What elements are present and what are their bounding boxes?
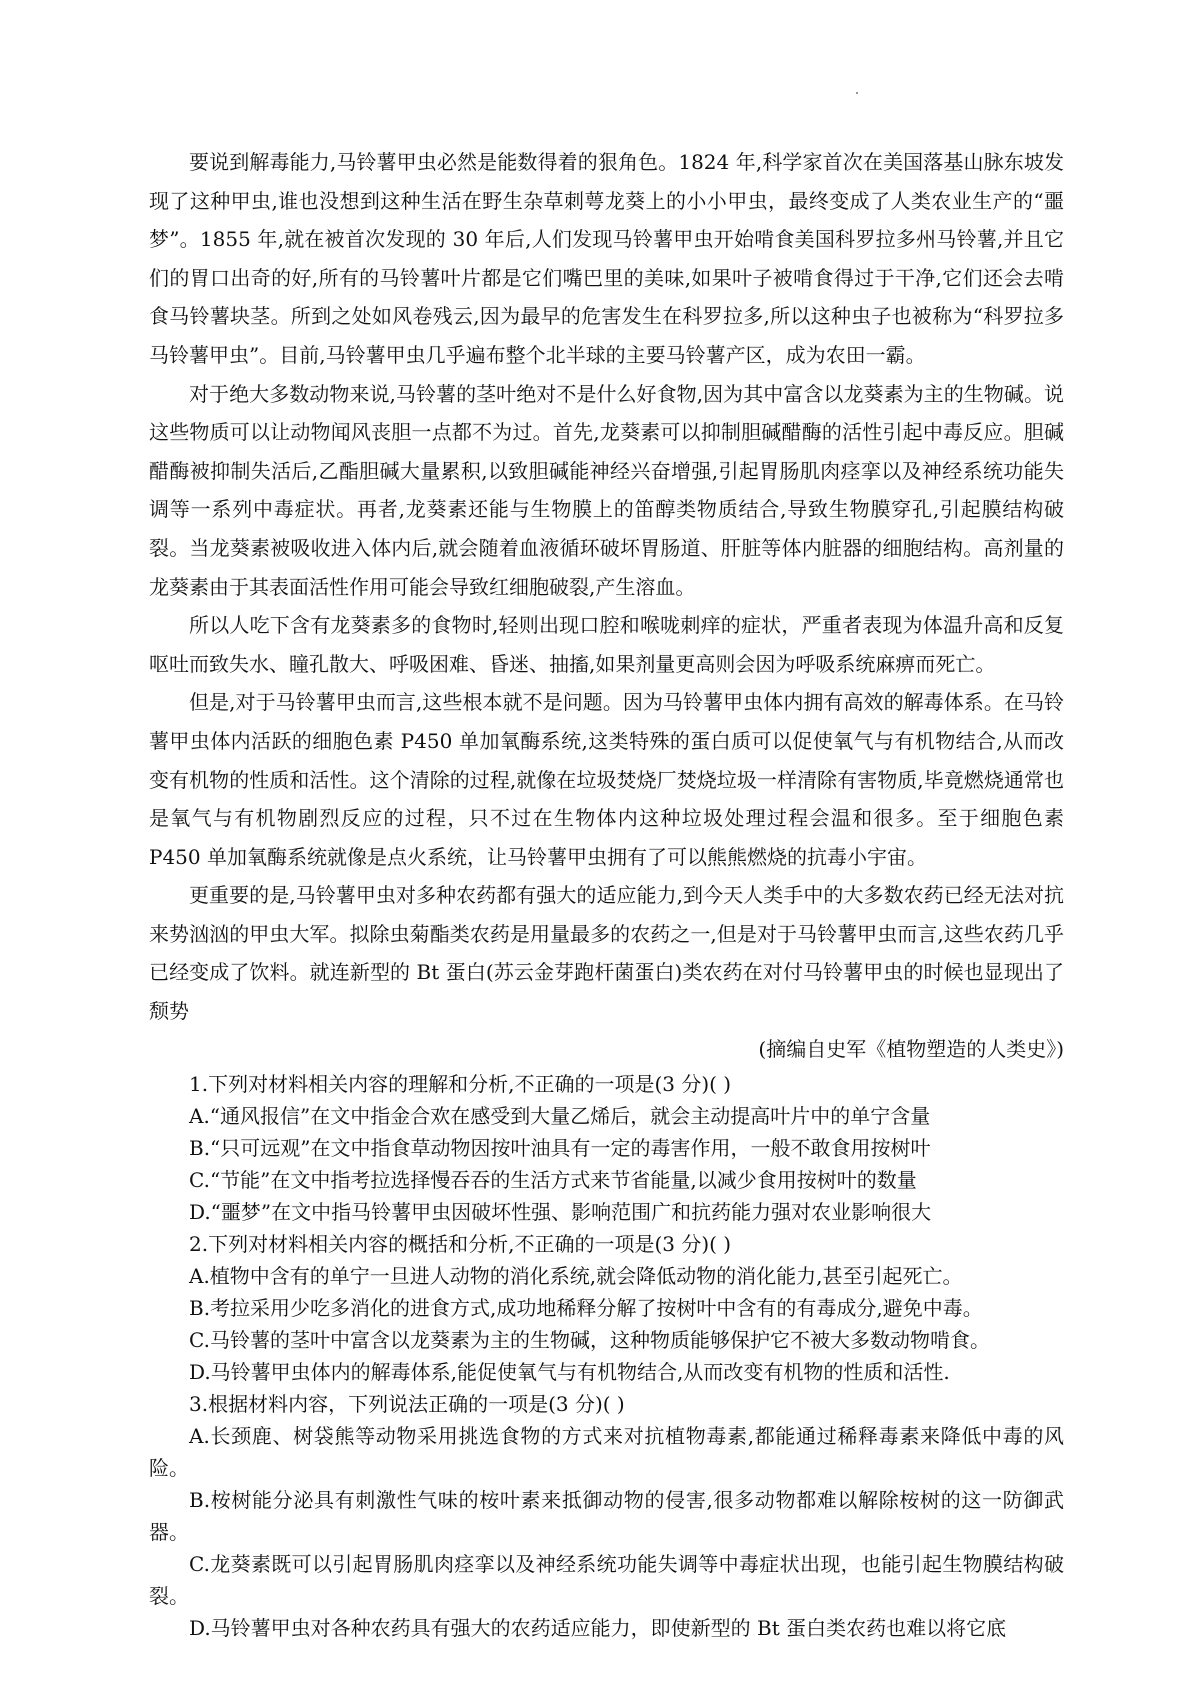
- option-b: B.桉树能分泌具有刺激性气味的桉叶素来抵御动物的侵害,很多动物都难以解除桉树的这一防御武器。: [149, 1487, 1064, 1544]
- option-a: A.长颈鹿、树袋熊等动物采用挑选食物的方式来对抗植物毒素,都能通过稀释毒素来降低中毒的风险。: [149, 1423, 1064, 1480]
- option-c: C.龙葵素既可以引起胃肠肌肉痉挛以及神经系统功能失调等中毒症状出现，也能引起生物膜结构破裂。: [149, 1551, 1064, 1608]
- passage-paragraph-5: 更重要的是,马铃薯甲虫对多种农药都有强大的适应能力,到今天人类手中的大多数农药已经无法对抗来势汹汹的甲虫大军。拟除虫菊酯类农药是用量最多的农药之一,但是对于马铃薯甲虫而言,这些农药几乎已经变成了饮料。就连新型的 Bt 蛋白(苏云金芽跑杆菌蛋白)类农药在对付马铃薯甲虫的时候也显现出了颓势: [149, 883, 1064, 1024]
- option-d: D.“噩梦”在文中指马铃薯甲虫因破坏性强、影响范围广和抗药能力强对农业影响很大: [189, 1199, 932, 1224]
- passage-paragraph-2: 对于绝大多数动物来说,马铃薯的茎叶绝对不是什么好食物,因为其中富含以龙葵素为主的生物碱。说这些物质可以让动物闻风丧胆一点都不为过。首先,龙葵素可以抑制胆碱醋酶的活性引起中毒反应。胆碱醋酶被抑制失活后,乙酯胆碱大量累积,以致胆碱能神经兴奋增强,引起胃肠肌肉痉挛以及神经系统功能失调等一系列中毒症状。再者,龙葵素还能与生物膜上的笛醇类物质结合,导致生物膜穿孔,引起膜结构破裂。当龙葵素被吸收进入体内后,就会随着血液循环破坏胃肠道、肝脏等体内脏器的细胞结构。高剂量的龙葵素由于其表面活性作用可能会导致红细胞破裂,产生溶血。: [149, 381, 1064, 599]
- passage-paragraph-1: 要说到解毒能力,马铃薯甲虫必然是能数得着的狠角色。1824 年,科学家首次在美国落基山脉东坡发现了这种甲虫,谁也没想到这种生活在野生杂草刺萼龙葵上的小小甲虫，最终变成了人类农业生产的“噩梦”。1855 年,就在被首次发现的 30 年后,人们发现马铃薯甲虫开始啃食美国科罗拉多州马铃薯,并且它们的胃口出奇的好,所有的马铃薯叶片都是它们嘴巴里的美味,如果叶子被啃食得过于干净,它们还会去啃食马铃薯块茎。所到之处如风卷残云,因为最早的危害发生在科罗拉多,所以这种虫子也被称为“科罗拉多马铃薯甲虫”。目前,马铃薯甲虫几乎遍布整个北半球的主要马铃薯产区，成为农田一霸。: [149, 150, 1064, 367]
- reading-passage: [149, 143, 1064, 1031]
- option-a: A.“通风报信”在文中指金合欢在感受到大量乙烯后，就会主动提高叶片中的单宁含量: [189, 1103, 931, 1128]
- option-b: B.考拉采用少吃多消化的进食方式,成功地稀释分解了按树叶中含有的有毒成分,避免中毒。: [189, 1295, 983, 1320]
- stray-dot: [856, 92, 858, 94]
- passage-source: (摘编自史军《植物塑造的人类史》): [758, 1036, 1064, 1061]
- question-2: [149, 1228, 1064, 1388]
- question-stem: 2.下列对材料相关内容的概括和分析,不正确的一项是(3 分)( ): [189, 1231, 732, 1256]
- question-1: [149, 1068, 1064, 1228]
- question-stem: 3.根据材料内容，下列说法正确的一项是(3 分)( ): [189, 1391, 625, 1416]
- option-b: B.“只可远观”在文中指食草动物因按叶油具有一定的毒害作用，一般不敢食用按树叶: [189, 1135, 931, 1160]
- option-d: D.马铃薯甲虫对各种农药具有强大的农药适应能力，即使新型的 Bt 蛋白类农药也难以将它底: [189, 1615, 1007, 1640]
- option-c: C.马铃薯的茎叶中富含以龙葵素为主的生物碱，这种物质能够保护它不被大多数动物啃食。: [189, 1327, 990, 1352]
- question-3: [149, 1388, 1064, 1644]
- question-stem: 1.下列对材料相关内容的理解和分析,不正确的一项是(3 分)( ): [189, 1071, 732, 1096]
- passage-paragraph-3: 所以人吃下含有龙葵素多的食物时,轻则出现口腔和喉咙刺痒的症状，严重者表现为体温升高和反复呕吐而致失水、瞳孔散大、呼吸困难、昏迷、抽搐,如果剂量更高则会因为呼吸系统麻痹而死亡。: [149, 613, 1064, 676]
- option-d: D.马铃薯甲虫体内的解毒体系,能促使氧气与有机物结合,从而改变有机物的性质和活性.: [189, 1359, 950, 1384]
- option-a: A.植物中含有的单宁一旦进人动物的消化系统,就会降低动物的消化能力,甚至引起死亡。: [189, 1263, 963, 1288]
- passage-paragraph-4: 但是,对于马铃薯甲虫而言,这些根本就不是问题。因为马铃薯甲虫体内拥有高效的解毒体系。在马铃薯甲虫体内活跃的细胞色素 P450 单加氧酶系统,这类特殊的蛋白质可以促使氧气与有机物结合,从而改变有机物的性质和活性。这个清除的过程,就像在垃圾焚烧厂焚烧垃圾一样清除有害物质,毕竟燃烧通常也是氧气与有机物剧烈反应的过程，只不过在生物体内这种垃圾处理过程会温和很多。至于细胞色素 P450 单加氧酶系统就像是点火系统，让马铃薯甲虫拥有了可以熊熊燃烧的抗毒小宇宙。: [149, 690, 1064, 869]
- option-c: C.“节能”在文中指考拉选择慢吞吞的生活方式来节省能量,以减少食用按树叶的数量: [189, 1167, 917, 1192]
